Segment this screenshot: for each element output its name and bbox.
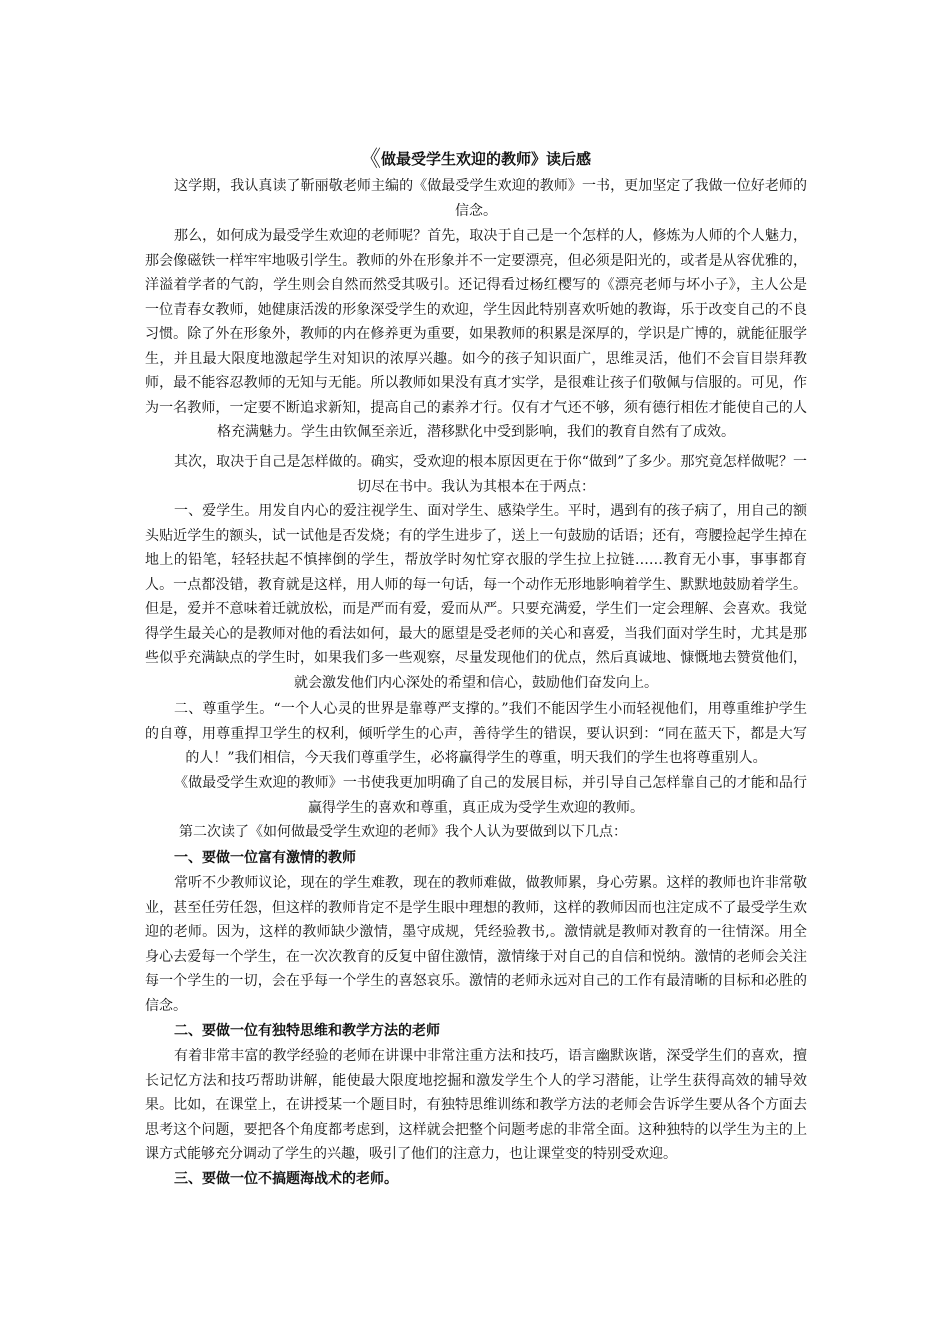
page-title [0, 142, 950, 173]
paragraph-how: 其次，取决于自己是怎样做的。确实，受欢迎的根本原因更在于你“做到”了多少。那究竟怎样做呢？一切尽在书中。我认为其根本在于两点： [174, 454, 807, 495]
paragraph-respect-students: 二、尊重学生。“一个人心灵的世界是靠尊严支撑的。”我们不能因学生小而轻视他们，用尊重维护学生的自尊，用尊重捍卫学生的权利，倾听学生的心声，善待学生的错误，要认识到：“同在蓝天下，都是大写的人！”我们相信，今天我们尊重学生，必将赢得学生的尊重，明天我们的学生也将尊重别人。 [145, 701, 807, 766]
paragraph-second-reading: 第二次读了《如何做最受学生欢迎的老师》我个人认为要做到以下几点： [179, 824, 627, 840]
paragraph-book-summary: 《做最受学生欢迎的教师》一书使我更加明确了自己的发展目标，并引导自己怎样靠自己的才能和品行赢得学生的喜欢和尊重，真正成为受学生欢迎的教师。 [174, 775, 807, 816]
section-body-method: 有着非常丰富的教学经验的老师在讲课中非常注重方法和技巧，语言幽默诙谐，深受学生们的喜欢，擅长记忆方法和技巧帮助讲解，能使最大限度地挖掘和激发学生个人的学习潜能，让学生获得高效的辅导效果。比如，在课堂上，在讲授某一个题目时，有独特思维训练和教学方法的老师会告诉学生要从各个方面去思考这个问题，要把各个角度都考虑到，这样就会把整个问题考虑的非常全面。这种独特的以学生为主的上课方式能够充分调动了学生的兴趣，吸引了他们的注意力，也让课堂变的特别受欢迎。 [145, 1048, 807, 1162]
paragraph-charm: 那么，如何成为最受学生欢迎的老师呢？首先，取决于自己是一个怎样的人，修炼为人师的个人魅力，那会像磁铁一样牢牢地吸引学生。教师的外在形象并不一定要漂亮，但必须是阳光的，或者是从容优雅的，洋溢着学者的气韵，学生则会自然而然受其吸引。还记得看过杨红樱写的《漂亮老师与坏小子》，主人公是一位青春女教师，她健康活泼的形象深受学生的欢迎，学生因此特别喜欢听她的教诲，乐于改变自己的不良习惯。除了外在形象外，教师的内在修养更为重要，如果教师的积累是深厚的，学识是广博的，就能征服学生，并且最大限度地激起学生对知识的浓厚兴趣。如今的孩子知识面广，思维灵活，他们不会盲目崇拜教师，最不能容忍教师的无知与无能。所以教师如果没有真才实学，是很难让孩子们敬佩与信服的。可见，作为一名教师，一定要不断追求新知，提高自己的素养才行。仅有才气还不够，须有德行相佐才能使自己的人格充满魅力。学生由钦佩至亲近，潜移默化中受到影响，我们的教育自然有了成效。 [145, 228, 807, 440]
section-body-passion: 常听不少教师议论，现在的学生难教，现在的教师难做，做教师累，身心劳累。这样的教师也许非常敬业，甚至任劳任怨，但这样的教师肯定不是学生眼中理想的教师，这样的教师因而也注定成不了最受学生欢迎的老师。因为，这样的教师缺少激情，墨守成规，凭经验教书,。激情就是教师对教育的一往情深。用全身心去爱每一个学生，在一次次教育的反复中留住激情，激情缘于对自己的自信和悦纳。激情的老师会关注每一个学生的一切，会在乎每一个学生的喜怒哀乐。激情的老师永远对自己的工作有最清晰的目标和必胜的信念。 [145, 875, 807, 1014]
section-heading-passion: 一、要做一位富有激情的教师 [174, 850, 356, 866]
title-quote-mark: 《 [358, 147, 381, 172]
paragraph-love-students: 一、爱学生。用发自内心的爱注视学生、面对学生、感染学生。平时，遇到有的孩子病了，用自己的额头贴近学生的额头，试一试他是否发烧；有的学生进步了，送上一句鼓励的话语；还有，弯腰捡起学生掉在地上的铅笔，轻轻扶起不慎摔倒的学生，帮放学时匆忙穿衣服的学生拉上拉链……教育无小事，事事都育人。一点都没错，教育就是这样，用人师的每一句话，每一个动作无形地影响着学生、默默地鼓励着学生。但是，爱并不意味着迁就放松，而是严而有爱，爱而从严。只要充满爱，学生们一定会理解、会喜欢。我觉得学生最关心的是教师对他的看法如何，最大的愿望是受老师的关心和喜爱，当我们面对学生时，尤其是那些似乎充满缺点的学生时，如果我们多一些观察，尽量发现他们的优点，然后真诚地、慷慨地去赞赏他们，就会激发他们内心深处的希望和信心，鼓励他们奋发向上。 [145, 503, 807, 691]
section-heading-method: 二、要做一位有独特思维和教学方法的老师 [174, 1023, 440, 1039]
title-text: 做最受学生欢迎的教师》读后感 [381, 150, 592, 168]
paragraph-intro: 这学期，我认真读了靳丽敬老师主编的《做最受学生欢迎的教师》一书，更加坚定了我做一位好老师的信念。 [174, 178, 807, 219]
section-heading-no-drills: 三、要做一位不搞题海战术的老师。 [174, 1171, 398, 1187]
